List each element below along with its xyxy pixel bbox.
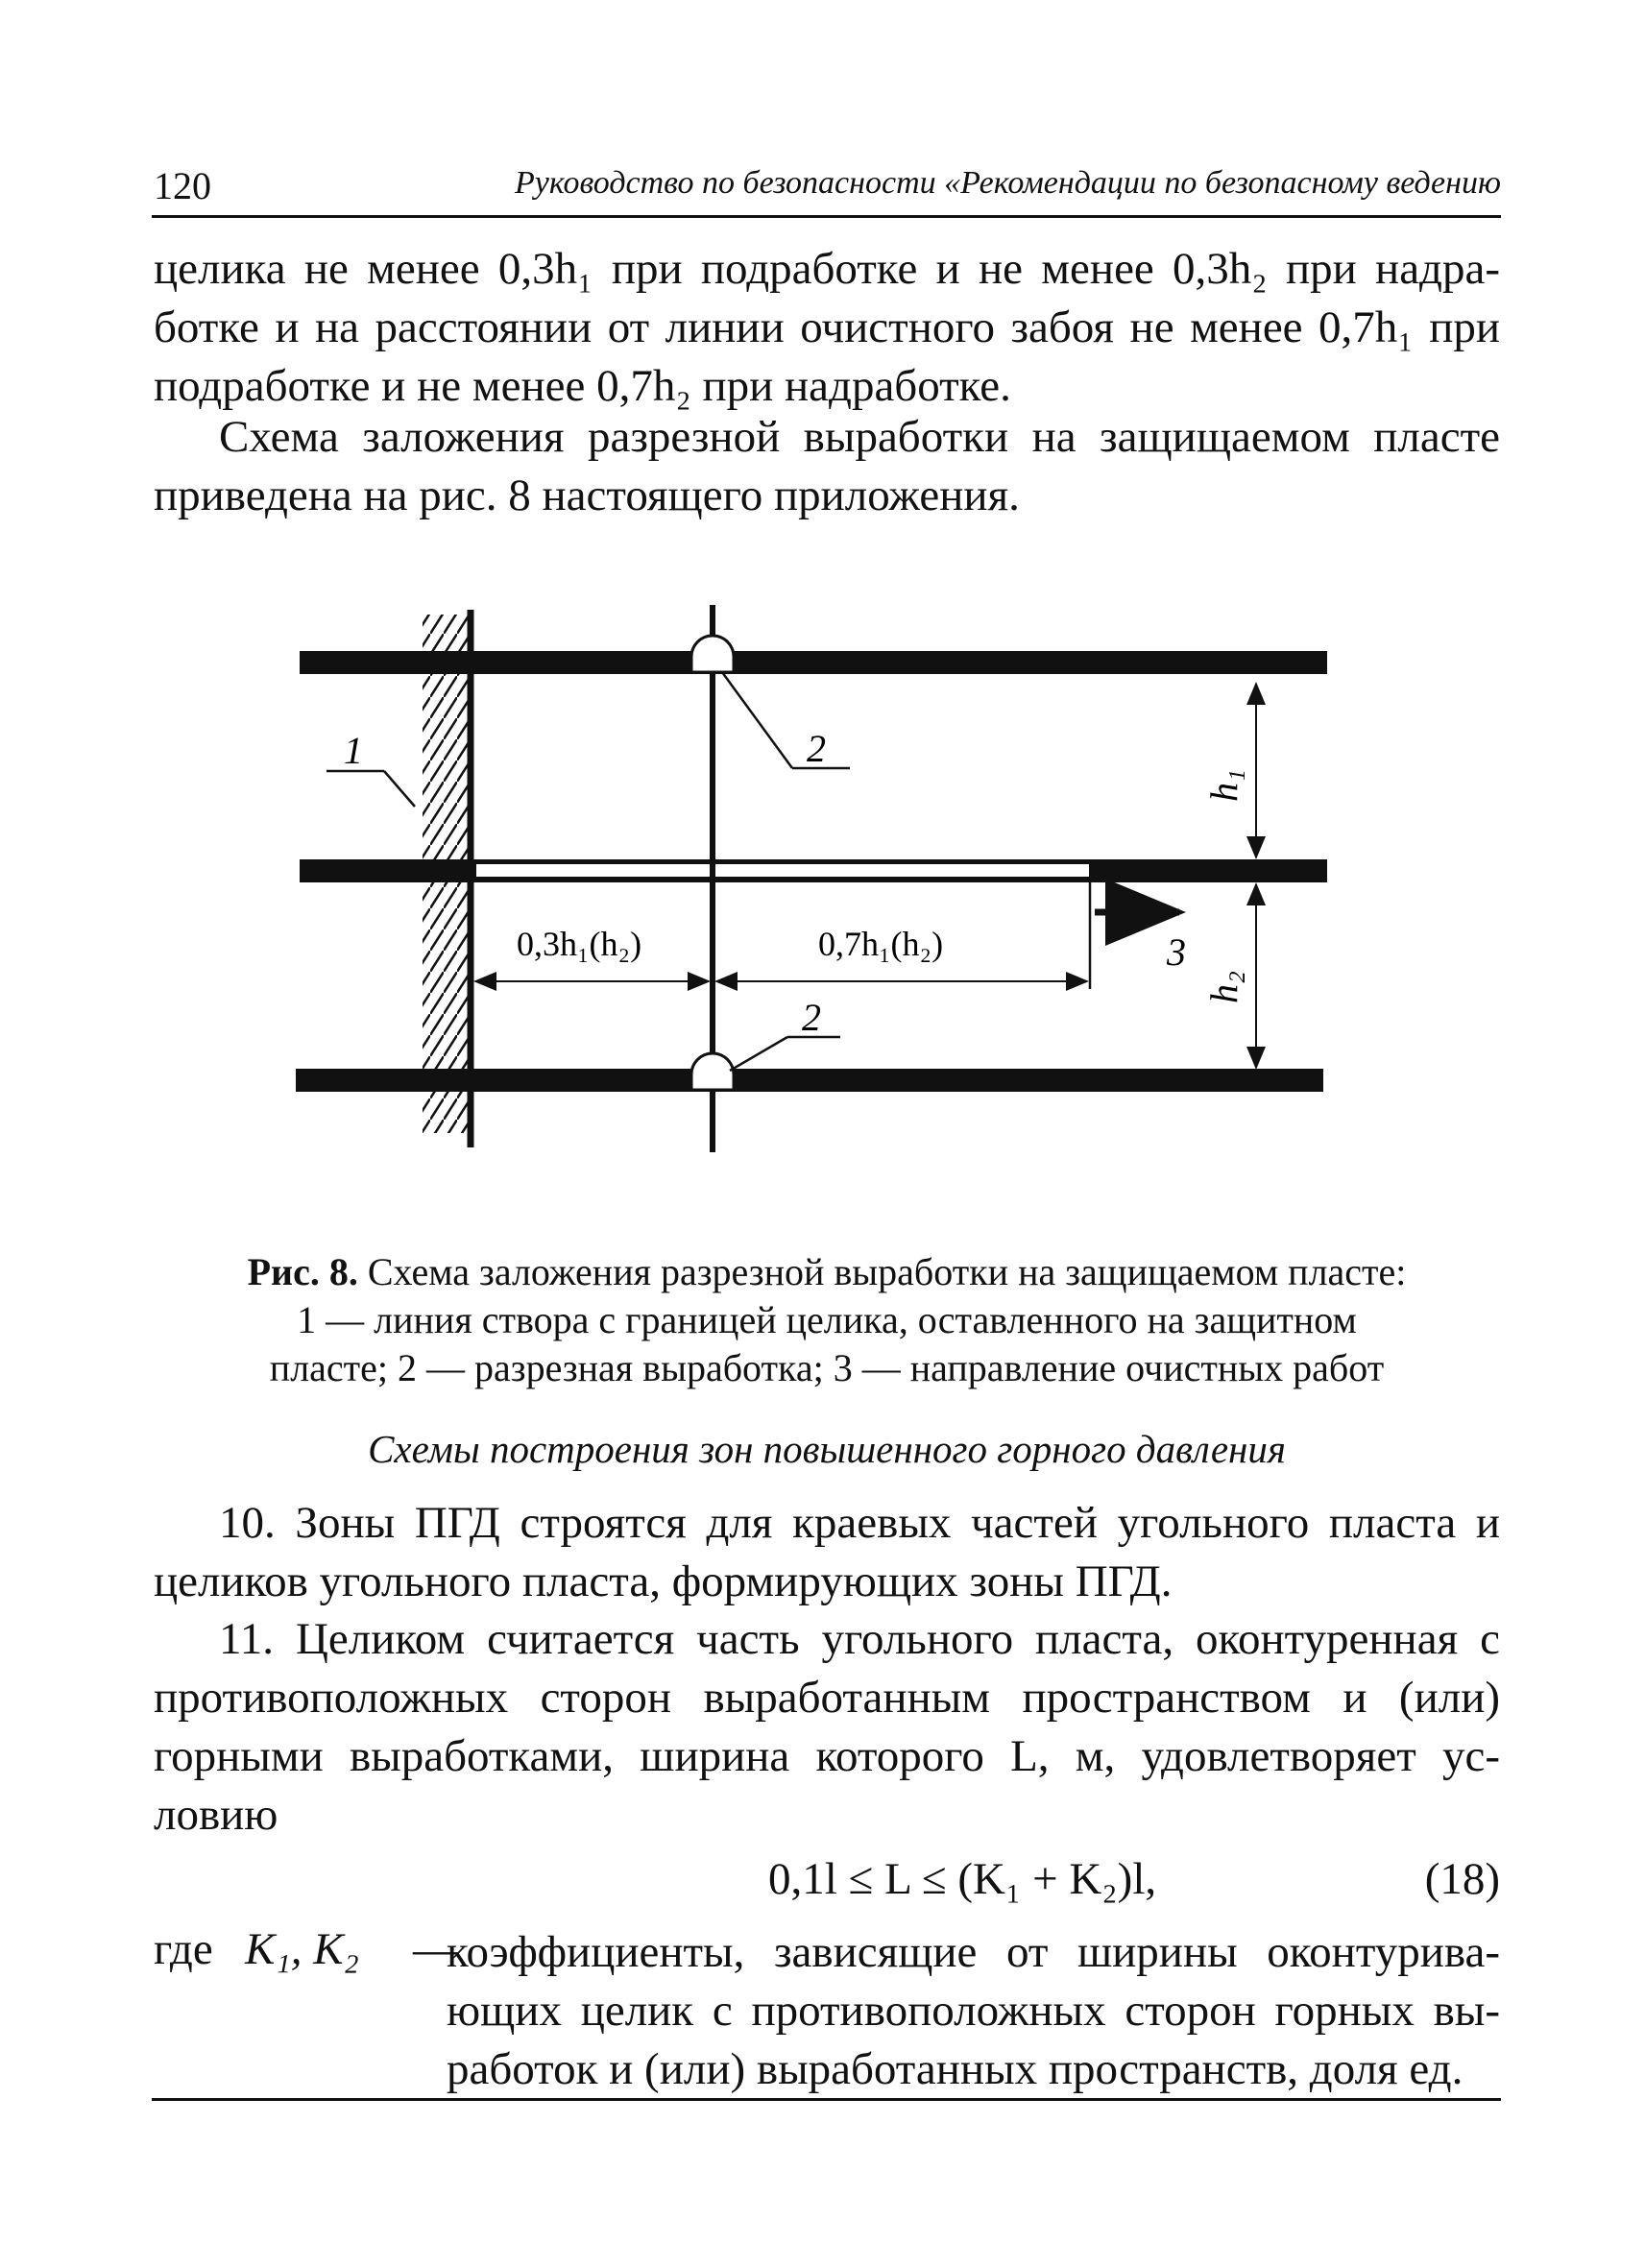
where-line-1: коэффициенты, зависящие от ширины оконтурива- — [447, 1927, 1500, 1977]
caption-fig-label: Рис. 8. — [247, 1250, 358, 1293]
where-label: где — [154, 1924, 213, 1974]
dim-right-label: 0,7h₁(h₂) — [818, 925, 944, 963]
item-11 — [154, 1610, 1500, 1845]
label-1-leader — [384, 771, 415, 807]
label-2-bottom-leader — [730, 1037, 787, 1071]
item-11-line-2: противоположных сторон выработанным пространством и (или) — [154, 1673, 1500, 1723]
label-2-top: 2 — [807, 727, 826, 770]
dim-left-label: 0,3h₁(h₂) — [517, 925, 642, 963]
intro-line-3: подработке и не менее 0,7h₂ при надработке. — [154, 361, 1011, 411]
item-10-line-1: 10. Зоны ПГД строятся для краевых частей угольного пласта и — [219, 1498, 1500, 1548]
seam-bottom — [296, 1069, 1323, 1092]
h1-label: h₁ — [1202, 769, 1246, 802]
intro-line-1: целика не менее 0,3h₁ при подработке и не менее 0,3h₂ при надра- — [154, 244, 1500, 294]
item-11-line-1: 11. Целиком считается часть угольного пласта, оконтуренная с — [219, 1614, 1500, 1664]
item-10 — [154, 1494, 1500, 1611]
label-1: 1 — [344, 729, 363, 772]
where-line-2: ющих целик с противоположных сторон горных вы- — [447, 1986, 1500, 2036]
where-definition — [447, 1923, 1500, 2099]
page-number: 120 — [154, 164, 211, 207]
intro-line-2: ботке и на расстоянии от линии очистного забоя не менее 0,7h₁ при — [154, 302, 1500, 352]
cut-through-gallery — [475, 863, 1090, 878]
where-line-3: работок и (или) выработанных пространств, доля ед. — [447, 2044, 1464, 2094]
label-2-bottom: 2 — [802, 996, 821, 1039]
section-title: Схемы построения зон повышенного горного давления — [368, 1427, 1286, 1471]
formula-expression: 0,1l ≤ L ≤ (K₁ + K₂)l, — [768, 1854, 1157, 1904]
label-3: 3 — [1167, 930, 1186, 974]
item-11-line-4: ловию — [154, 1790, 278, 1840]
item-10-line-2: целиков угольного пласта, формирующих зоны ПГД. — [154, 1556, 1173, 1606]
scheme-line-1: Схема заложения разрезной выработки на защищаемом пласте — [219, 412, 1500, 462]
caption-line-3: пласте; 2 — разрезная выработка; 3 — направление очистных работ — [269, 1346, 1385, 1389]
working-top-icon — [691, 636, 734, 672]
caption-line-1 — [154, 1248, 1500, 1296]
h2-label: h₂ — [1202, 971, 1246, 1003]
caption-line-2: 1 — линия створа с границей целика, оставленного на защитном — [297, 1298, 1357, 1341]
scheme-line-2: приведена на рис. 8 настоящего приложения. — [154, 470, 1020, 520]
figure-caption — [154, 1248, 1500, 1392]
where-variables: K₁, K₂ — [245, 1924, 359, 1974]
item-11-line-3: горными выработками, ширина которого L, м, удовлетворяет ус- — [154, 1731, 1500, 1781]
formula-number: (18) — [1424, 1854, 1500, 1904]
label-2-top-leader — [722, 672, 792, 768]
seam-top — [300, 651, 1327, 674]
where-dash: — — [413, 1924, 458, 1974]
running-title: Руководство по безопасности «Рекомендации по безопасному ведению — [514, 165, 1501, 201]
working-bottom-icon — [691, 1053, 734, 1090]
caption-line-1-text: Схема заложения разрезной выработки на защищаемом пласте: — [367, 1250, 1407, 1293]
bottom-rule — [152, 2098, 1501, 2101]
